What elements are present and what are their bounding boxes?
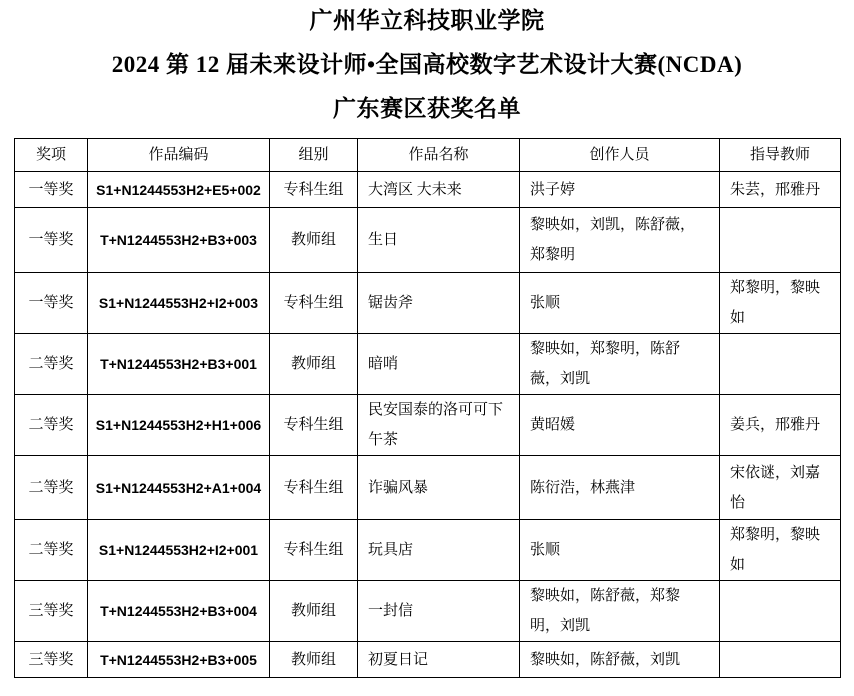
group-cell: 教师组: [270, 334, 358, 395]
work-title-cell: 生日: [358, 208, 520, 273]
group-cell: 专科生组: [270, 273, 358, 334]
creators-cell: 黎映如，陈舒薇，刘凯: [520, 642, 720, 678]
table-row: [15, 581, 841, 642]
work-code-cell: S1+N1244553H2+A1+004: [88, 456, 270, 520]
creators-cell: 陈衍浩，林燕津: [520, 456, 720, 520]
table-row: [15, 395, 841, 456]
award-cell: 一等奖: [15, 208, 88, 273]
award-list-title: 广东赛区获奖名单: [333, 96, 521, 121]
group-cell: 教师组: [270, 581, 358, 642]
group-cell: 教师组: [270, 208, 358, 273]
advisors-cell: 郑黎明，黎映如: [720, 273, 841, 334]
work-code-cell: T+N1244553H2+B3+005: [88, 642, 270, 678]
document-header: [0, 0, 854, 124]
award-cell: 二等奖: [15, 334, 88, 395]
creators-cell: 黎映如，刘凯，陈舒薇，郑黎明: [520, 208, 720, 273]
work-title-cell: 一封信: [358, 581, 520, 642]
work-code-cell: S1+N1244553H2+E5+002: [88, 172, 270, 208]
table-row: [15, 520, 841, 581]
advisors-cell: [720, 208, 841, 273]
work-title-cell: 民安国泰的洛可可下午茶: [358, 395, 520, 456]
work-code-cell: T+N1244553H2+B3+003: [88, 208, 270, 273]
creators-cell: 黄昭媛: [520, 395, 720, 456]
creators-cell: 黎映如，陈舒薇，郑黎明，刘凯: [520, 581, 720, 642]
advisors-cell: 宋依谜，刘嘉怡: [720, 456, 841, 520]
work-code-cell: S1+N1244553H2+H1+006: [88, 395, 270, 456]
header-advisors: 指导教师: [720, 139, 841, 172]
header-creators: 创作人员: [520, 139, 720, 172]
award-cell: 二等奖: [15, 456, 88, 520]
table-row: [15, 273, 841, 334]
group-cell: 专科生组: [270, 456, 358, 520]
group-cell: 专科生组: [270, 395, 358, 456]
work-code-cell: T+N1244553H2+B3+001: [88, 334, 270, 395]
award-cell: 二等奖: [15, 520, 88, 581]
creators-cell: 张顺: [520, 273, 720, 334]
table-row: [15, 208, 841, 273]
award-cell: 一等奖: [15, 172, 88, 208]
work-title-cell: 诈骗风暴: [358, 456, 520, 520]
work-title-cell: 锯齿斧: [358, 273, 520, 334]
creators-cell: 黎映如，郑黎明，陈舒薇，刘凯: [520, 334, 720, 395]
work-title-cell: 初夏日记: [358, 642, 520, 678]
work-code-cell: S1+N1244553H2+I2+001: [88, 520, 270, 581]
awards-table-header: [15, 139, 841, 172]
table-row: [15, 334, 841, 395]
creators-cell: 洪子婷: [520, 172, 720, 208]
group-cell: 教师组: [270, 642, 358, 678]
header-work-title: 作品名称: [358, 139, 520, 172]
advisors-cell: [720, 334, 841, 395]
advisors-cell: 朱芸，邢雅丹: [720, 172, 841, 208]
group-cell: 专科生组: [270, 520, 358, 581]
header-award: 奖项: [15, 139, 88, 172]
awards-table-body: [15, 172, 841, 678]
table-row: [15, 172, 841, 208]
award-cell: 二等奖: [15, 395, 88, 456]
table-row: [15, 642, 841, 678]
header-work-code: 作品编码: [88, 139, 270, 172]
advisors-cell: [720, 642, 841, 678]
table-row: [15, 456, 841, 520]
work-title-cell: 暗哨: [358, 334, 520, 395]
header-group: 组别: [270, 139, 358, 172]
group-cell: 专科生组: [270, 172, 358, 208]
work-code-cell: S1+N1244553H2+I2+003: [88, 273, 270, 334]
award-cell: 一等奖: [15, 273, 88, 334]
work-title-cell: 大湾区 大未来: [358, 172, 520, 208]
advisors-cell: 郑黎明，黎映如: [720, 520, 841, 581]
award-cell: 三等奖: [15, 581, 88, 642]
award-cell: 三等奖: [15, 642, 88, 678]
work-code-cell: T+N1244553H2+B3+004: [88, 581, 270, 642]
competition-title: 2024 第 12 届未来设计师•全国高校数字艺术设计大赛(NCDA): [111, 52, 743, 77]
creators-cell: 张顺: [520, 520, 720, 581]
awards-table: [14, 138, 841, 678]
school-title: 广州华立科技职业学院: [309, 8, 545, 33]
advisors-cell: 姜兵，邢雅丹: [720, 395, 841, 456]
header-row: [15, 139, 841, 172]
advisors-cell: [720, 581, 841, 642]
work-title-cell: 玩具店: [358, 520, 520, 581]
